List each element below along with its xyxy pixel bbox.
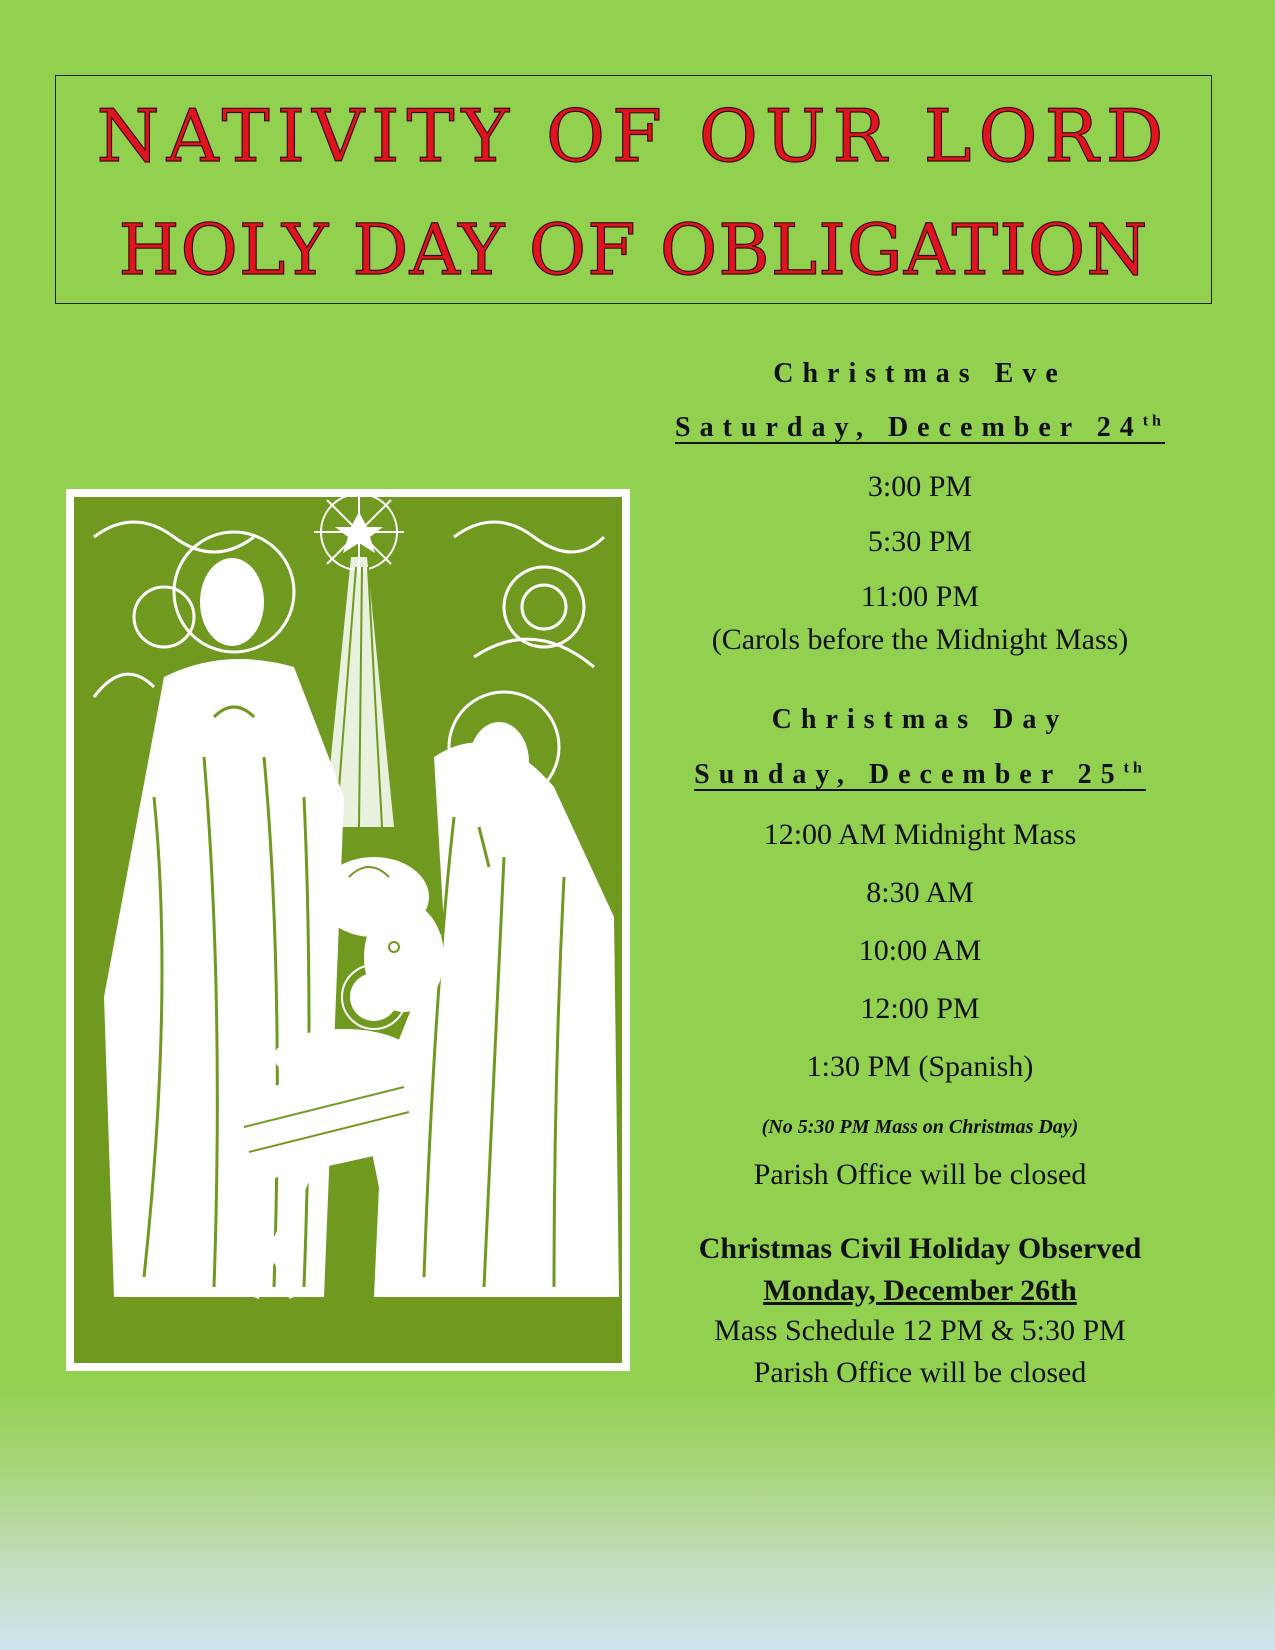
christmas-eve-date-text: Saturday, December 24 [675,412,1143,443]
christmas-day-date-suffix: th [1123,759,1146,777]
civil-holiday-date [640,1274,1200,1308]
nativity-engraving-icon [74,497,622,1363]
civil-holiday-heading: Christmas Civil Holiday Observed [698,1232,1142,1265]
christmas-day-date-text: Sunday, December 25 [694,759,1124,790]
christmas-eve-time: 3:00 PM [867,470,973,503]
christmas-eve-date-suffix: th [1142,412,1165,430]
civil-holiday-mass-schedule: Mass Schedule 12 PM & 5:30 PM [714,1314,1126,1347]
christmas-day-heading: Christmas Day [771,704,1069,735]
christmas-eve-heading: Christmas Eve [773,358,1067,389]
carols-note: (Carols before the Midnight Mass) [711,623,1129,656]
christmas-eve-date [640,412,1200,444]
nativity-illustration [66,489,630,1371]
christmas-day-time: 12:00 AM Midnight Mass [763,818,1077,851]
civil-holiday-date-text: Monday, December 26th [763,1274,1077,1307]
no-mass-note: (No 5:30 PM Mass on Christmas Day) [761,1116,1079,1138]
title-line-2: HOLY DAY OF OBLIGATION [118,209,1149,291]
christmas-day-time: 8:30 AM [866,876,974,909]
christmas-eve-time: 11:00 PM [860,580,980,613]
office-closed-note: Parish Office will be closed [753,1158,1087,1191]
christmas-eve-time: 5:30 PM [867,525,973,558]
civil-holiday-office-note: Parish Office will be closed [753,1356,1087,1389]
christmas-day-time: 12:00 PM [860,992,980,1025]
christmas-day-time: 10:00 AM [858,934,982,967]
title-line-1: NATIVITY OF OUR LORD [96,94,1171,178]
christmas-day-time: 1:30 PM (Spanish) [806,1050,1034,1083]
title-box [55,75,1212,304]
christmas-day-date [640,759,1200,791]
